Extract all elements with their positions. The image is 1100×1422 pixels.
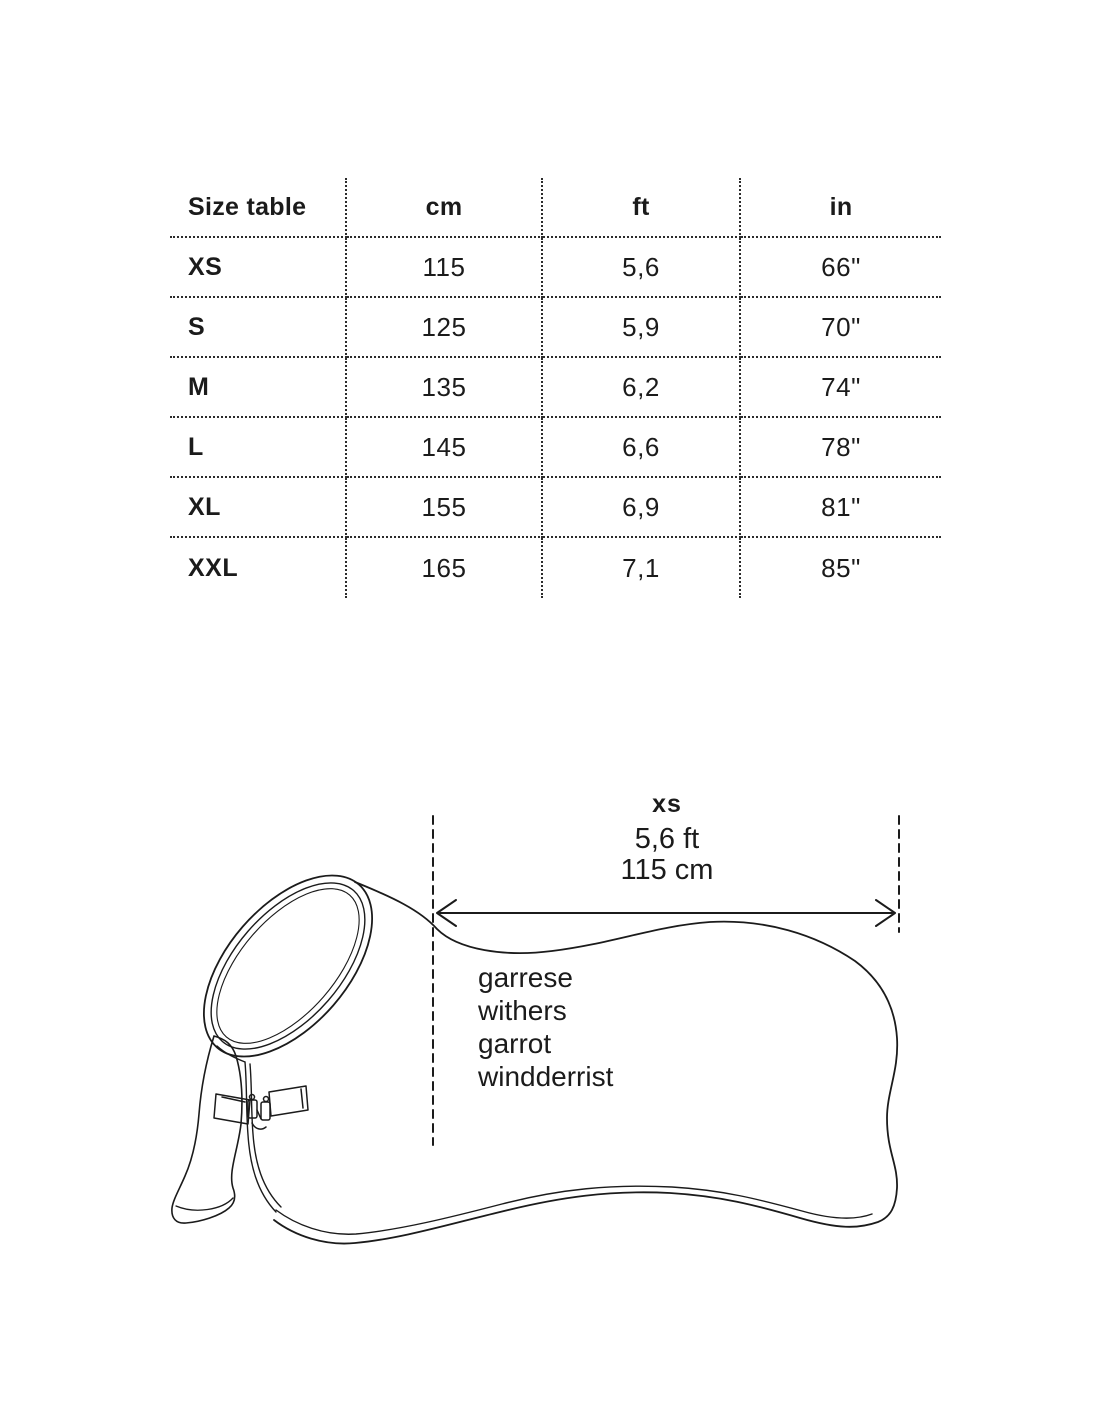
row-xxl-ft: 7,1: [543, 538, 741, 598]
flap-foot-hem: [176, 1198, 233, 1210]
row-xs-cm: 115: [347, 238, 543, 298]
row-s-ft: 5,9: [543, 298, 741, 358]
row-xxl-cm: 165: [347, 538, 543, 598]
row-s-size: S: [170, 298, 347, 358]
chest-flap: [172, 1036, 242, 1223]
size-table: [170, 178, 941, 598]
row-m-in: 74": [741, 358, 941, 418]
column-header-ft: ft: [543, 178, 741, 238]
row-m-size: M: [170, 358, 347, 418]
neck-seam-line: [217, 1046, 245, 1062]
row-xl-ft: 6,9: [543, 478, 741, 538]
diagram-size-label: xs: [652, 790, 682, 818]
size-table-title: Size table: [170, 178, 347, 238]
row-xxl-size: XXL: [170, 538, 347, 598]
row-m-cm: 135: [347, 358, 543, 418]
chest-straps: [214, 1086, 308, 1124]
withers-terms: [478, 961, 613, 1093]
front-zipper-line: [245, 1062, 281, 1212]
row-xxl-in: 85": [821, 552, 861, 583]
row-m-ft: 6,2: [543, 358, 741, 418]
row-xs-size: XS: [170, 238, 347, 298]
row-l-cm: 145: [347, 418, 543, 478]
row-xl-in: 81": [741, 478, 941, 538]
row-l-size: L: [170, 418, 347, 478]
diagram-cm-label: 115 cm: [620, 854, 714, 886]
term-windderrist: windderrist: [478, 1061, 614, 1092]
buckle: [248, 1095, 270, 1130]
row-xs-ft: 5,6: [543, 238, 741, 298]
neck-opening: [172, 845, 404, 1087]
row-xl-size: XL: [170, 478, 347, 538]
row-s-cm: 125: [347, 298, 543, 358]
row-l-ft: 6,6: [543, 418, 741, 478]
measurement-arrow: [437, 900, 895, 926]
term-garrot: garrot: [478, 1028, 552, 1059]
term-withers: withers: [478, 995, 567, 1026]
column-header-in: in: [741, 178, 941, 238]
column-header-cm: cm: [347, 178, 543, 238]
row-xs-in: 66": [741, 238, 941, 298]
term-garrese: garrese: [478, 962, 573, 993]
diagram-ft-label: 5,6 ft: [634, 823, 700, 855]
row-xl-cm: 155: [347, 478, 543, 538]
hem-binding-line: [276, 1186, 872, 1234]
row-l-in: 78": [741, 418, 941, 478]
row-s-in: 70": [741, 298, 941, 358]
